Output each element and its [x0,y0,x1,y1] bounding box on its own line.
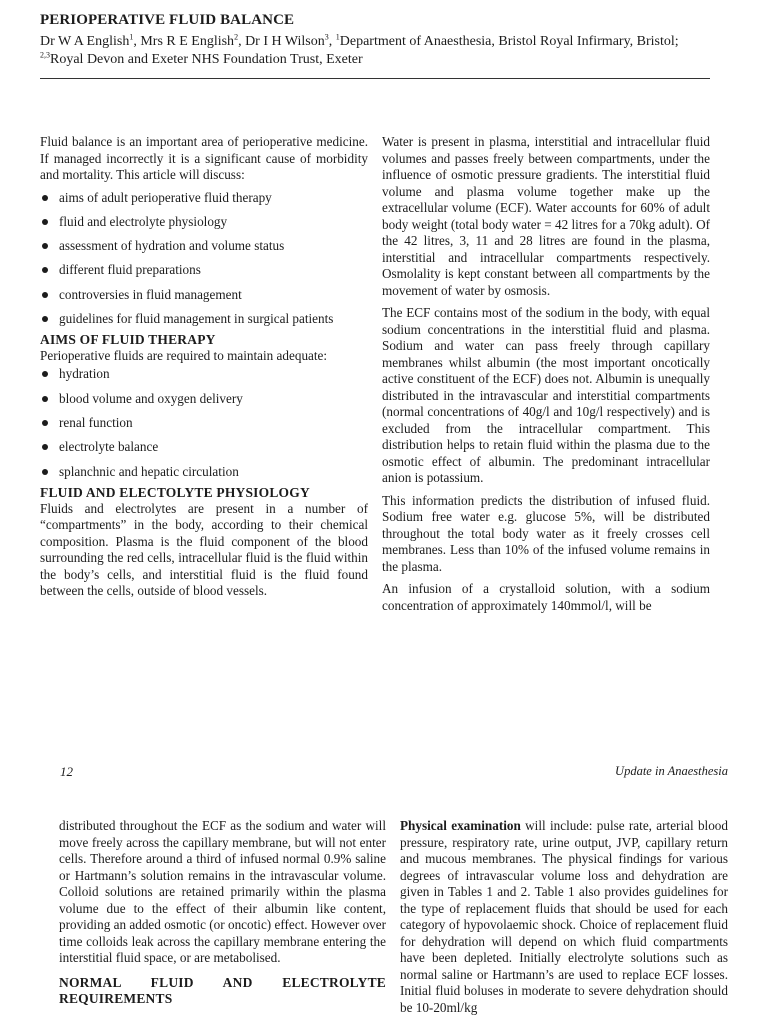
body-paragraph: Water is present in plasma, interstitial and intracellular fluid volumes and passes freely between compartments, under the influence of osmotic pressure gradients. The interstitial fluid volume and plasma volume together make up the extracellular volume (ECF). Water accounts for 60% of adult body weight (total body water = 42 litres for a 70kg adult). Of the 42 litres, 3, 11 and 28 litres are found in the plasma, interstitial and intracellular compartments respectively. Osmolality is kept constant between all compartments by the movement of water by osmosis. [382,134,710,298]
physiology-heading: FLUID AND ELECTOLYTE PHYSIOLOGY [40,484,310,500]
list-item-text: blood volume and oxygen delivery [59,390,243,406]
author-2-sup: 2 [234,32,239,42]
list-item [40,287,368,311]
affiliation-1-sup: 1 [335,32,340,42]
list-item [40,262,368,286]
physiology-paragraph: Fluids and electrolytes are present in a number of “compartments” in the body, according to their chemical composition. Plasma is the fluid component of the blood surrounding the red cells, intracellular fluid is the fluid within the body’s cells, and interstitial fluid is the fluid found between the cells, outside of blood vessels. [40,500,368,599]
affiliation-2-sup: 2,3 [40,50,50,60]
list-item [40,190,368,214]
list-item-text: hydration [59,366,110,382]
column-right-page1 [382,134,710,620]
bullet-icon [42,420,48,426]
affiliation-2: Royal Devon and Exeter NHS Foundation Trust, Exeter [50,52,363,67]
list-item-text: guidelines for fluid management in surgical patients [59,310,334,326]
list-item-text: electrolyte balance [59,439,159,455]
author-1: Dr W A English [40,34,130,49]
bullet-icon [42,444,48,450]
requirements-heading: NORMAL FLUID AND ELECTROLYTE REQUIREMENTS [59,974,386,1006]
author-1-sup: 1 [129,32,134,42]
list-item-text: aims of adult perioperative fluid therapy [59,189,272,205]
list-item-text: fluid and electrolyte physiology [59,213,228,229]
aims-intro: Perioperative fluids are required to maintain adequate: [40,347,328,363]
column-left-page1 [40,134,368,606]
list-item [40,311,368,330]
physical-examination-text: will include: pulse rate, arterial blood pressure, respiratory rate, urine output, JVP, capillary return and mucous membranes. The physical findings for various degrees of intravascular volume loss and dehydration are given in Tables 1 and 2. Table 1 also provides guidelines for the type of replacement fluids that should be used for each category of hypovolaemic shock. Choice of replacement fluid for dehydration will depend on which fluid compartments have been depleted. Initially electrolyte solutions such as normal saline or Hartmann’s are used to replace ECF losses. Initial fluid boluses in moderate to severe dehydration should be 10-20ml/kg [400,818,728,1015]
body-paragraph: distributed throughout the ECF as the sodium and water will move freely across the capillary membrane, but will not enter cells. Therefore around a third of infused normal 0.9% saline or Hartmann’s solution remains in the intravascular volume. Colloid solutions are retained primarily within the plasma volume due to the effect of their albumin like content, providing an added osmotic (or oncotic) effect. However over time colloids leak across the capillary membrane entering the interstitial fluid space, or are metabolised. [59,818,386,965]
intro-paragraph: Fluid balance is an important area of perioperative medicine. If managed incorrectly it is a significant cause of morbidity and mortality. This article will discuss: [40,134,368,182]
bullet-icon [42,219,48,225]
bullet-icon [42,396,48,402]
list-item-text: assessment of hydration and volume status [59,238,285,254]
header-rule [40,78,710,79]
affiliation-1: Department of Anaesthesia, Bristol Royal Infirmary, Bristol; [339,34,679,49]
bullet-icon [42,371,48,377]
author-3-sup: 3 [324,32,329,42]
bullet-icon [42,195,48,201]
list-item [40,415,368,439]
column-right-page2 [400,818,728,1022]
article-title: PERIOPERATIVE FLUID BALANCE [40,12,295,28]
list-item [40,464,368,483]
bullet-icon [42,469,48,475]
bullet-icon [42,243,48,249]
bullet-icon [42,316,48,322]
list-item [40,214,368,238]
body-paragraph: This information predicts the distribution of infused fluid. Sodium free water e.g. glucose 5%, will be distributed throughout the total body water as it freely crosses cell membranes. Less than 10% of the infused volume remains in the plasma. [382,492,710,574]
body-paragraph: An infusion of a crystalloid solution, with a sodium concentration of approximately 140mmol/l, will be [382,581,710,613]
bullet-icon [42,292,48,298]
list-item-text: different fluid preparations [59,262,201,278]
list-item [40,391,368,415]
author-3: , Dr I H Wilson [238,34,325,49]
aims-heading: AIMS OF FLUID THERAPY [40,331,216,347]
list-item [40,366,368,390]
author-separator: , [328,34,336,49]
author-line [40,33,710,69]
list-item-text: renal function [59,415,133,431]
discuss-list [40,190,368,330]
aims-list [40,366,368,482]
column-left-page2 [59,818,386,1007]
physical-examination-lead: Physical examination [400,818,521,833]
body-paragraph [400,818,728,1016]
journal-name: Update in Anaesthesia [615,764,728,778]
body-paragraph: The ECF contains most of the sodium in the body, with equal sodium concentrations in the interstitial fluid and plasma. Sodium and water can pass freely through capillary membranes whilst albumin (the most important oncotically active constituent of the ECF) does not. Albumin is unequally distributed in the intravascular and interstitial compartments (normal concentrations of 40g/l and 10g/l respectively) and is excluded from the intracellular compartment. This distribution helps to retain fluid within the plasma due to the osmotic effect of albumin. The predominant intracellular anion is potassium. [382,305,710,485]
author-2: , Mrs R E English [133,34,235,49]
bullet-icon [42,267,48,273]
page-number: 12 [60,764,73,779]
list-item [40,238,368,262]
list-item [40,439,368,463]
list-item-text: controversies in fluid management [59,286,242,302]
list-item-text: splanchnic and hepatic circulation [59,463,239,479]
